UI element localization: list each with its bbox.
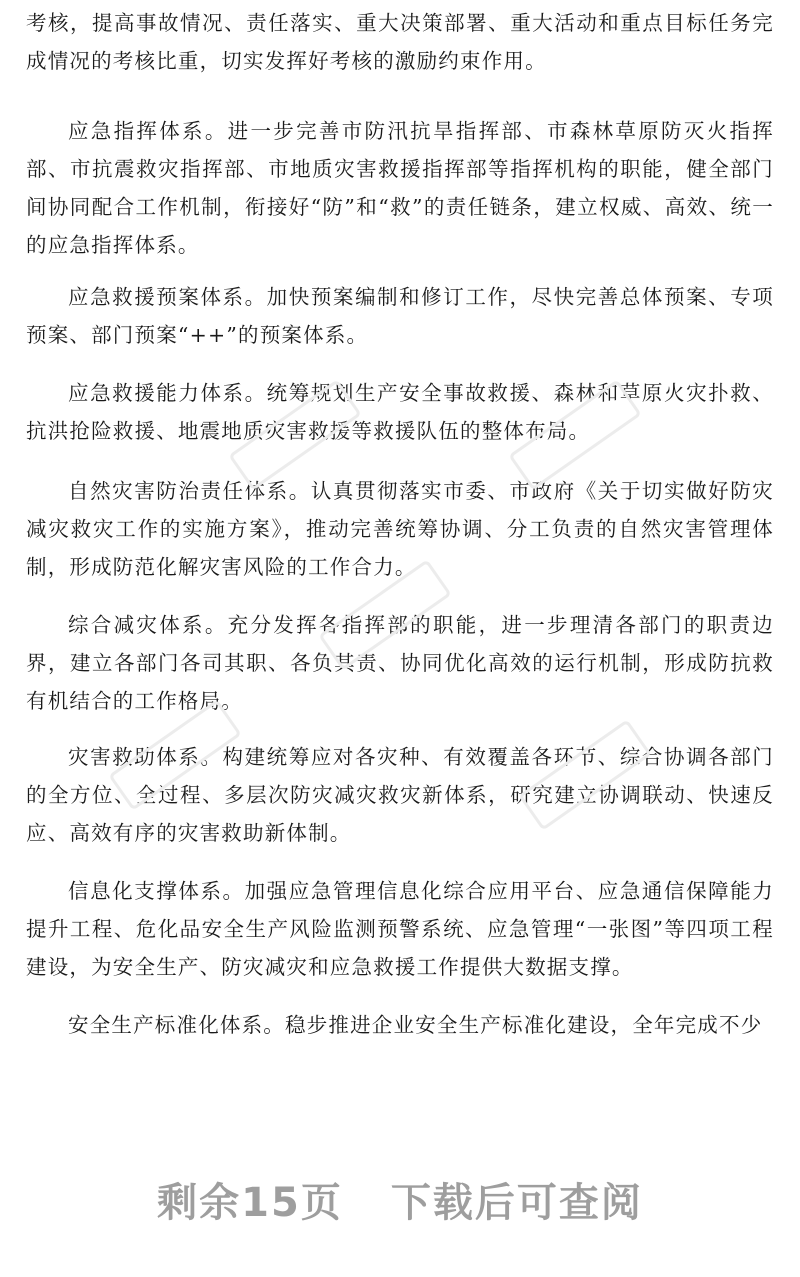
paragraph-9: 安全生产标准化体系。稳步推进企业安全生产标准化建设，全年完成不少 (68, 1013, 763, 1037)
paragraph-7: 灾害救助体系。构建统筹应对各灾种、有效覆盖各环节、综合协调各部门的全方位、全过程、多层次防灾减灾救灾新体系，研究建立协调联动、快速反应、高效有序的灾害救助新体制。 (26, 745, 774, 845)
download-to-view-label: 下载后可查阅 (390, 1180, 643, 1226)
remaining-pages-label: 剩余15页 (157, 1180, 343, 1226)
paragraph-6: 综合减灾体系。充分发挥各指挥部的职能，进一步理清各部门的职责边界，建立各部门各司其职、各负其责、协同优化高效的运行机制，形成防抗救有机结合的工作格局。 (26, 613, 774, 713)
paragraph-4: 应急救援能力体系。统筹规划生产安全事故救援、森林和草原火灾扑救、抗洪抢险救援、地震地质灾害救援等救援队伍的整体布局。 (26, 381, 774, 443)
paragraph-2: 应急指挥体系。进一步完善市防汛抗旱指挥部、市森林草原防灭火指挥部、市抗震救灾指挥部、市地质灾害救援指挥部等指挥机构的职能，健全部门间协同配合工作机制，衔接好“防”和“救”的责任链条，建立权威、高效、统一的应急指挥体系。 (26, 119, 774, 257)
paragraph-3: 应急救援预案体系。加快预案编制和修订工作，尽快完善总体预案、专项预案、部门预案“++”的预案体系。 (26, 285, 774, 347)
paragraph-5: 自然灾害防治责任体系。认真贯彻落实市委、市政府《关于切实做好防灾减灾救灾工作的实施方案》，推动完善统筹协调、分工负责的自然灾害管理体制，形成防范化解灾害风险的工作合力。 (26, 479, 774, 579)
download-prompt-banner[interactable] (0, 1168, 800, 1238)
paragraph-8: 信息化支撑体系。加强应急管理信息化综合应用平台、应急通信保障能力提升工程、危化品安全生产风险监测预警系统、应急管理“一张图”等四项工程建设，为安全生产、防灾减灾和应急救援工作提供大数据支撑。 (26, 879, 774, 979)
paragraph-1: 考核，提高事故情况、责任落实、重大决策部署、重大活动和重点目标任务完成情况的考核比重，切实发挥好考核的激励约束作用。 (26, 11, 774, 73)
